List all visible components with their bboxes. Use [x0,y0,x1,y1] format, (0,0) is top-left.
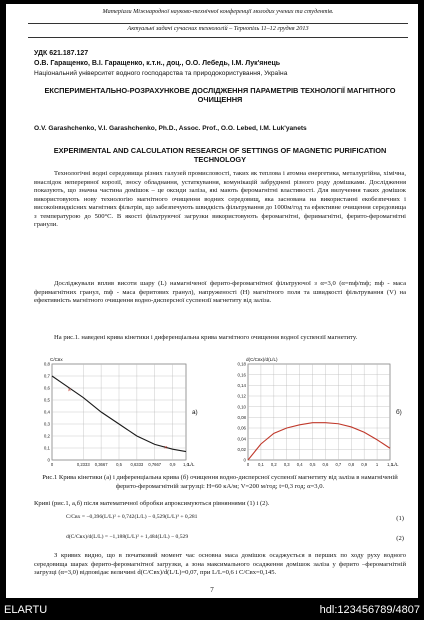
x-tick-label: 0 [50,462,54,467]
panel-label: б) [396,409,402,416]
y-tick-label: 0,2 [43,433,50,439]
figure-caption: Рис.1 Крива кінетики (а) і диференціальна крива (б) очищення водно-дисперсної суспензії магнетиту від заліза в намагніченій ферито-феромагнітній загрузці: Н=60 кА/м; V=200 м/год; t=0,3 год; α=3,0. [42,474,398,490]
document-page [6,4,418,598]
x-tick-label: 1 [375,462,379,467]
header-rule-2 [28,37,408,38]
udk-code: УДК 621.187.127 [34,50,89,57]
curves-text: Криві (рис.1, а,б) після математичної обробки апроксимуються рівняннями (1) і (2). [34,500,270,507]
x-tick-label: 0,5 [309,462,316,467]
x-tick-label: 0,4 [296,462,303,467]
y-tick-label: 0,7 [43,373,50,379]
data-marker: × [67,387,72,394]
y-tick-label: 0,16 [237,372,246,378]
plot-area [248,364,390,460]
y-tick-label: 0,06 [237,425,246,431]
paragraph-intro: Технологічні водні середовища різних галузей промисловості, таких як теплова і атомна енергетика, металургійна, хімічна, внаслідок неперервної корозії, зносу обладнання, устаткування, комунікацій забруднені різного роду домішками. Дослідження показують, що значна частина домішок – це оксиди заліза, які мають феромагнітні властивості. Для вилучення таких домішок використовують нову технологію магнітного очищення водних середовищ, яка заснована на використанні екобезпечних і високоінвидкісних магнітних фільтрів, що забезпечують швидкість фільтрування до 1000м/год та ефективне очищення середовища з температурою до 500°С. В якості фільтруючої загрузки використовують феромагнітні, феримагнітні, ферито-феромагнітні гранули. [34,170,406,228]
x-tick-label: 0,3667 [94,462,108,467]
x-axis-label: L/L [392,462,399,467]
y-tick-label: 0,08 [237,414,246,420]
handle-id: hdl:123456789/4807 [319,604,420,616]
header-line-1: Матеріали Міжнародної науково-технічної конференції молодих учених та студентів. [102,8,334,15]
header-rule [28,23,408,24]
header-line-2: Актуальні задачі сучасних технологій – Тернопіль 11–12 грудня 2013 [127,25,309,32]
data-marker: × [164,445,168,452]
conference-subheader [28,25,408,33]
title-ukrainian: ЕКСПЕРИМЕНТАЛЬНО-РОЗРАХУНКОВЕ ДОСЛІДЖЕННЯ ПАРАМЕТРІВ ТЕХНОЛОГІЇ МАГНІТНОГО ОЧИЩЕННЯ [44,86,396,104]
x-tick-label: 0,1 [257,462,264,467]
x-tick-label: 0,5 [116,462,122,467]
x-tick-label: 0,8 [348,462,355,467]
x-tick-label: 0,3 [283,462,290,467]
equation-1-number: (1) [396,515,404,522]
y-axis-label: d(C/Cвх)/d(L/L) [246,357,278,362]
x-tick-label: 0,2333 [76,462,90,467]
title-english: EXPERIMENTAL AND CALCULATION RESEARCH OF SETTINGS OF MAGNETIC PURIFICATION TECHNOLOGY [53,146,387,164]
viewer-footer [0,600,424,620]
x-tick-label: 0,6 [322,462,329,467]
authors-english: O.V. Garashchenko, V.I. Garashchenko, Ph.D., Assoc. Prof., O.O. Lebed, I.M. Luk'yanets [34,125,307,132]
equation-2: d(C/Cвх)/d(L/L) = −1,188(L/L)² + 1,484(L/L) − 0,529 [66,534,189,540]
x-tick-label: 1,1 [387,462,393,467]
kinetics-chart [36,356,212,472]
y-axis-label: C/Cвх [50,357,63,362]
conference-header [28,8,408,16]
x-tick-label: 0,6333 [130,462,144,467]
affiliation: Національний університет водного господарства та природокористування, Україна [34,70,288,77]
authors-ukrainian: О.В. Гаращенко, В.І. Гаращенко, к.т.н., доц., О.О. Лебедь, І.М. Лук'янець [34,60,281,67]
equation-1: C/Cвх = −0,396(L/L)² + 0,742(L/L) − 0,529(L/L)³ + 0,281 [66,514,198,520]
x-tick-label: 0,2 [270,462,277,467]
y-tick-label: 0,8 [43,361,50,367]
paragraph-conclusion: З кривих видно, що в початковий момент час основна маса домішок осаджується в перших по ходу руху водного середовища шарах ферито-феромагнітної загрузки, а зона максимального осадження домішок заліза у ферито –феромагнітній загрузці (α=3,0) відповідає величині d(C/Cвх)/d(L/L)=0,07, при L/L=0,6 і C/Cвх=0,145. [34,552,406,576]
panel-label: а) [192,409,198,416]
y-tick-label: 0,14 [237,382,246,388]
y-tick-label: 0,04 [237,436,246,442]
x-tick-label: 0,7667 [148,462,162,467]
y-tick-label: 0,12 [237,393,246,399]
repository-name: ELARTU [4,604,48,616]
x-tick-label: 0,7 [335,462,342,467]
y-tick-label: 0,4 [43,409,50,415]
y-tick-label: 0 [47,457,50,463]
y-tick-label: 0,6 [43,385,50,391]
x-tick-label: 1,0 [183,462,189,467]
y-tick-label: 0,02 [237,446,246,452]
y-tick-label: 0,18 [237,361,246,367]
page-number: 7 [210,586,214,594]
y-tick-label: 0,10 [237,404,246,410]
y-tick-label: 0 [243,457,246,463]
paragraph-method: Досліджували вплив висоти шару (L) намагніченої ферито-феромагнітної фільтруючої з α=3,0 (α=mф/mф; mф - маса феримагнітних гранул, mф - маса феритових гранул), напруженості (Н) магнітного поля та швидкості фільтрування (V) на ефективність магнітного очищення водно-дисперсної суспензії магнетиту від заліза. [34,280,406,304]
paragraph-figure-ref: На рис.1. наведені крива кінетики і диференціальна крива магнітного очищення водної суспензії магнетиту. [54,334,358,341]
differential-chart [228,356,414,472]
equation-2-number: (2) [396,535,404,542]
x-axis-label: L/L [188,462,195,467]
y-tick-label: 0,5 [43,397,50,403]
x-tick-label: 0 [246,462,250,467]
x-tick-label: 0,9 [361,462,368,467]
y-tick-label: 0,1 [43,445,50,451]
y-tick-label: 0,3 [43,421,50,427]
x-tick-label: 0,9 [169,462,176,467]
